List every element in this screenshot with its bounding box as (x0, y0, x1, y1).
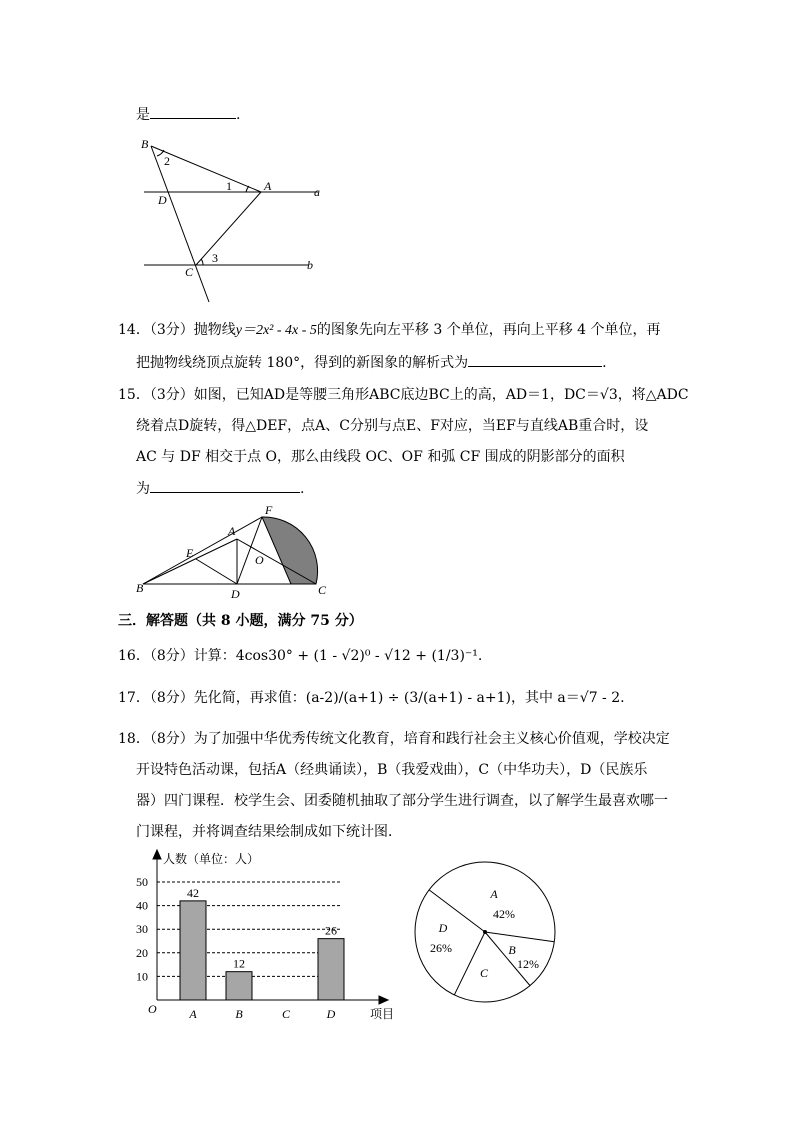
label-b: B (141, 137, 149, 151)
q14-answer-blank (468, 352, 602, 367)
y-axis-label: 人数（单位：人） (163, 852, 260, 866)
pie-label-D: D (438, 921, 448, 935)
x-tick-label-C: C (281, 1007, 291, 1021)
label-1: 1 (226, 179, 232, 193)
q18-line-3: 器）四门课程．校学生会、团委随机抽取了部分学生进行调查，以了解学生最喜欢哪一 (136, 793, 668, 809)
label-a: A (228, 524, 236, 538)
q15-line-4 (136, 478, 304, 499)
q15-line-2 (136, 416, 648, 436)
q18-score: （8分） (149, 731, 194, 747)
angle-3-arc (201, 259, 203, 265)
q13-answer-blank (150, 104, 236, 119)
q17-label: 先化简，再求值： (193, 690, 306, 706)
pie-label-B: B (508, 943, 516, 957)
label-o: O (255, 553, 264, 567)
q17-score: （8分） (149, 690, 194, 706)
q14-line2-text: 把抛物线绕顶点旋转 180°，得到的新图象的解析式为 (136, 355, 469, 371)
q17-line (118, 688, 625, 708)
q15-line1-text: 如图，已知AD是等腰三角形ABC底边BC上的高，AD＝1，DC＝√3，将△ADC (193, 387, 689, 403)
q16-expression: 4cos30° + (1 - √2)⁰ - √12 + (1/3)⁻¹. (235, 648, 483, 664)
q16-number: 16． (118, 648, 150, 664)
q15-line-1 (118, 385, 689, 405)
y-tick-label-40: 40 (136, 898, 148, 913)
segment-de (196, 559, 237, 584)
q15-line2-text: 绕着点D旋转，得△DEF，点A、C分别与点E、F对应，当EF与直线AB重合时，设 (136, 418, 649, 434)
label-a: A (264, 179, 272, 193)
bar-chart (130, 846, 410, 1026)
bar-A (180, 901, 206, 1000)
pie-label-C: C (479, 966, 489, 980)
q18-line-2: 开设特色活动课，包括A（经典诵读），B（我爱戏曲），C（中华功夫），D（民族乐 (136, 762, 648, 778)
origin-label: O (148, 1002, 157, 1016)
bar-data-label-B: 12 (233, 956, 245, 971)
bar-B (226, 972, 252, 1000)
bar-data-label-A: 42 (187, 885, 199, 900)
q15-score: （3分） (149, 387, 194, 403)
q13-tail-prefix: 是 (136, 107, 150, 123)
pie-percent-B: 12% (517, 957, 539, 971)
x-axis-arrow (379, 996, 388, 1004)
q16-score: （8分） (149, 648, 194, 664)
q16-label: 计算： (193, 648, 236, 664)
label-c: C (185, 265, 194, 279)
x-axis-label: 项目 (370, 1007, 395, 1021)
q14-text-b: 的图象先向左平移 3 个单位，再向上平移 4 个单位，再 (316, 322, 661, 338)
x-tick-label-A: A (189, 1007, 197, 1021)
angle-2-arc (157, 150, 164, 156)
pie-chart (410, 856, 560, 1006)
q18-line1-text: 为了加强中华优秀传统文化教育，培育和践行社会主义核心价值观，学校决定 (193, 731, 670, 747)
q16-line (118, 646, 482, 666)
q18-number: 18． (118, 731, 150, 747)
angle-1-arc (246, 186, 249, 192)
label-line-a: a (314, 185, 320, 199)
segment-ba (151, 146, 261, 192)
y-tick-label-10: 10 (136, 969, 148, 984)
q15-end: . (300, 481, 305, 497)
q14-number: 14． (118, 322, 150, 338)
q15-line-3 (136, 447, 625, 467)
section-3-title: 三．解答题（共 8 小题，满分 75 分） (118, 613, 363, 629)
segment-ef (143, 517, 262, 584)
label-c: C (318, 583, 327, 597)
q15-number: 15． (118, 387, 150, 403)
y-tick-label-50: 50 (136, 875, 148, 889)
bar-D (318, 939, 344, 1000)
q18-line-4: 门课程，并将调查结果绘制成如下统计图． (136, 824, 402, 840)
q18-line-1 (118, 729, 670, 749)
y-tick-label-30: 30 (136, 922, 148, 937)
q15-line4-prefix: 为 (136, 481, 150, 497)
segment-ac (196, 192, 261, 265)
q14-formula: y＝2x² - 4x - 5 (235, 323, 317, 338)
q17-expression: (a-2)/(a+1) ÷ (3/(a+1) - a+1)，其中 a＝√7 - 2. (305, 690, 625, 706)
label-b: B (136, 581, 144, 595)
pie-center-dot (483, 930, 487, 934)
bar-data-label-D: 26 (325, 923, 337, 938)
label-3: 3 (212, 251, 218, 265)
q14-score: （3分） (149, 322, 194, 338)
y-axis-arrow (153, 850, 161, 859)
label-d: D (231, 587, 240, 601)
shaded-region (262, 517, 318, 584)
q14-end: . (602, 355, 607, 371)
label-2: 2 (164, 154, 170, 168)
figure-15 (130, 502, 340, 602)
pie-percent-D: 26% (430, 941, 452, 955)
pie-label-A: A (490, 887, 498, 901)
q13-tail (136, 104, 240, 125)
label-e: E (186, 546, 194, 560)
x-tick-label-D: D (326, 1007, 336, 1021)
q13-tail-suffix: . (236, 107, 241, 123)
y-tick-label-20: 20 (136, 945, 148, 960)
q14-line-2 (136, 352, 607, 373)
segment-bc (151, 146, 209, 302)
pie-percent-A: 42% (493, 907, 515, 921)
segment-df (237, 517, 262, 584)
label-f: F (265, 503, 273, 517)
figure-13 (130, 134, 330, 306)
q14-text-a: 抛物线 (193, 322, 236, 338)
q15-line3-text: AC 与 DF 相交于点 O，那么由线段 OC、OF 和弧 CF 围成的阴影部分的面积 (136, 449, 625, 465)
label-line-b: b (307, 258, 313, 272)
q15-answer-blank (150, 478, 300, 493)
q14-line-1 (118, 320, 661, 341)
x-tick-label-B: B (235, 1007, 243, 1021)
label-d: D (158, 193, 167, 207)
q17-number: 17． (118, 690, 150, 706)
